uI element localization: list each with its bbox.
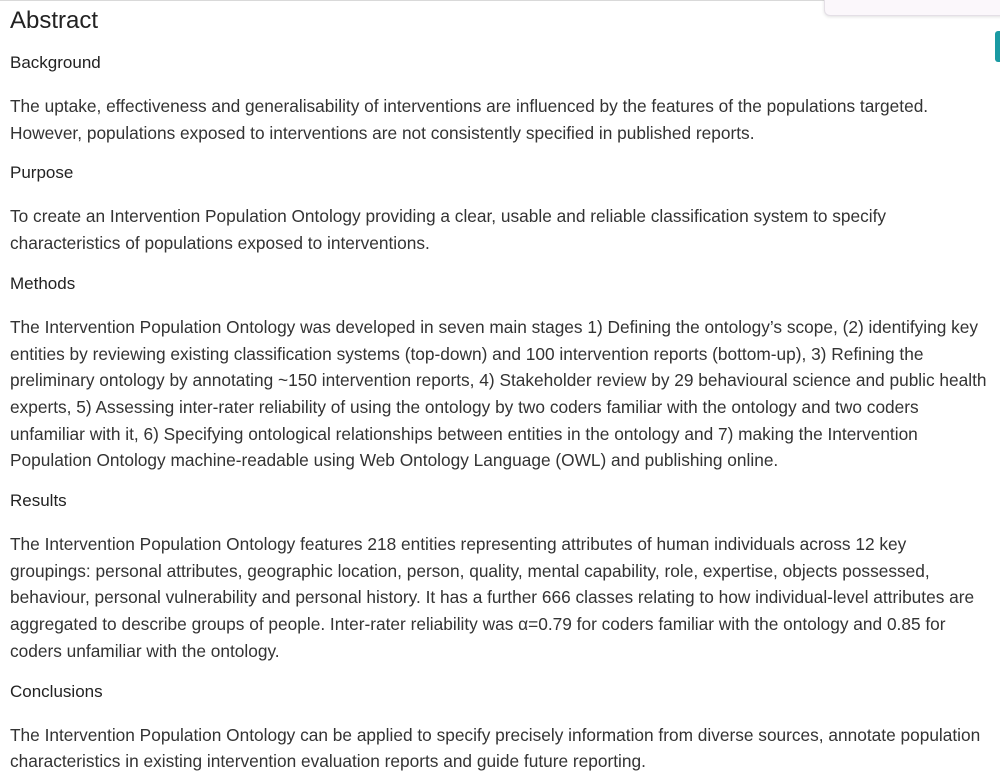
abstract-section — [10, 5, 990, 775]
abstract-title: Abstract — [10, 7, 99, 34]
background-text: The uptake, effectiveness and generalisability of interventions are influenced by the features of the populations targeted. However, populations exposed to interventions are not consistently specified in published reports. — [10, 96, 929, 143]
methods-heading: Methods — [10, 273, 76, 293]
conclusions-heading: Conclusions — [10, 681, 103, 701]
results-text: The Intervention Population Ontology features 218 entities representing attributes of human individuals across 12 key groupings: personal attributes, geographic location, person, quality, mental capability, role, expertise, objects possessed, behaviour, personal vulnerability and personal history. It has a further 666 classes relating to how individual-level attributes are aggregated to describe groups of people. Inter-rater reliability was α=0.79 for coders familiar with the ontology and 0.85 for coders unfamiliar with the ontology. — [10, 534, 975, 661]
methods-text: The Intervention Population Ontology was developed in seven main stages 1) Defining the ontology’s scope, (2) identifying key entities by reviewing existing classification systems (top-down) and 100 intervention reports (bottom-up), 3) Refining the preliminary ontology by annotating ~150 intervention reports, 4) Stakeholder review by 29 behavioural science and public health experts, 5) Assessing inter-rater reliability of using the ontology by two coders familiar with the ontology and two coders unfamiliar with it, 6) Specifying ontological relationships between entities in the ontology and 7) making the Intervention Population Ontology machine-readable using Web Ontology Language (OWL) and publishing online. — [10, 316, 987, 471]
side-feedback-tab[interactable] — [995, 31, 1000, 62]
conclusions-text: The Intervention Population Ontology can be applied to specify precisely information from diverse sources, annotate population characteristics in existing intervention evaluation reports and guide future reporting. — [10, 724, 981, 772]
purpose-heading: Purpose — [10, 163, 74, 183]
purpose-text: To create an Intervention Population Ontology providing a clear, usable and reliable classification system to specify characteristics of populations exposed to interventions. — [10, 206, 887, 254]
results-heading: Results — [10, 491, 67, 511]
background-heading: Background — [10, 53, 101, 72]
